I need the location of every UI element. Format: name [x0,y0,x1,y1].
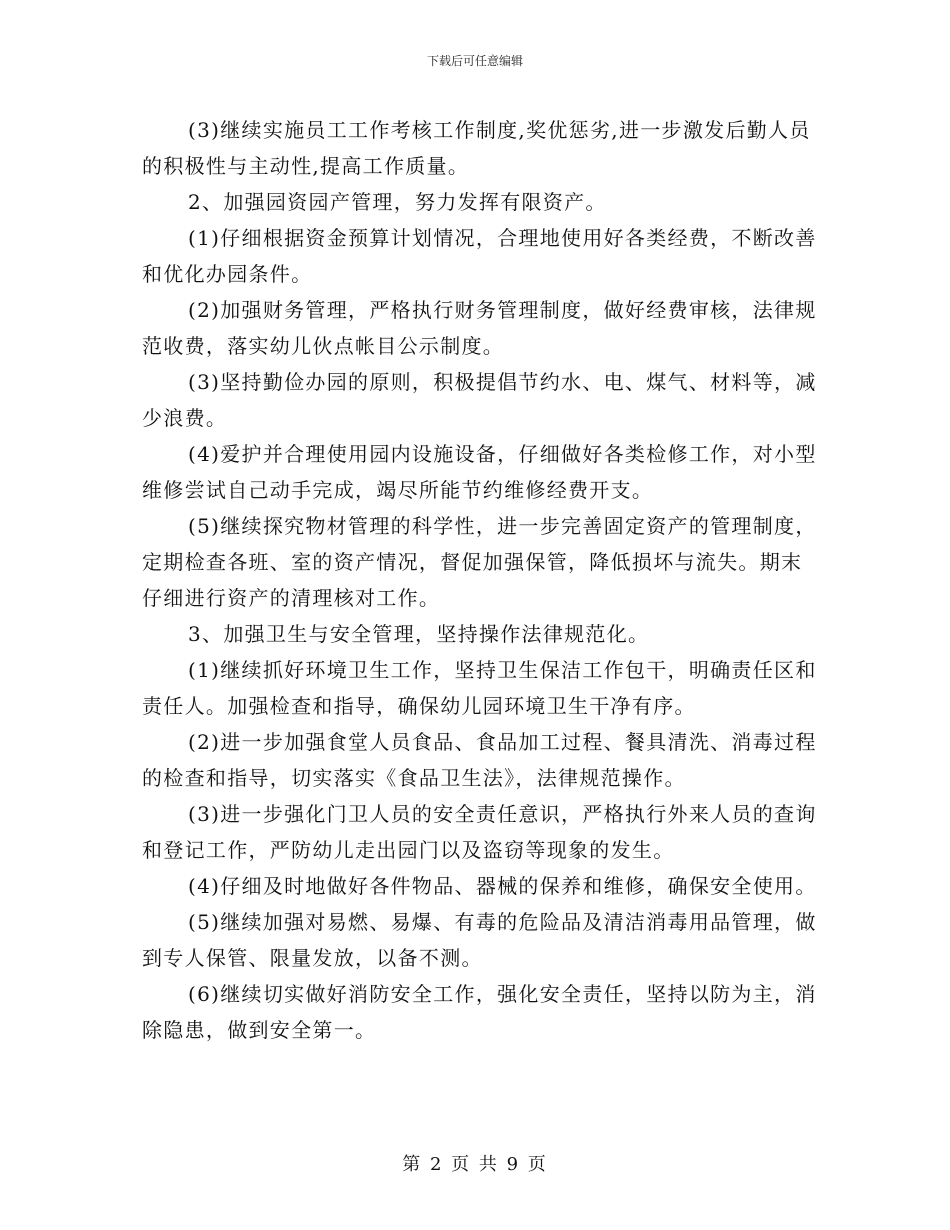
paragraph-2-5: (5)继续探究物材管理的科学性，进一步完善固定资产的管理制度，定期检查各班、室的资产情况，督促加强保管，降低损坏与流失。期末仔细进行资产的清理核对工作。 [142,514,817,610]
page-number-footer: 第 2 页 共 9 页 [402,1154,548,1175]
section-heading-3: 3、加强卫生与安全管理，坚持操作法律规范化。 [188,622,650,646]
paragraph-2-1: (1)仔细根据资金预算计划情况，合理地使用好各类经费，不断改善和优化办园条件。 [142,226,817,286]
paragraph-2-4: (4)爱护并合理使用园内设施设备，仔细做好各类检修工作，对小型维修尝试自己动手完成，竭尽所能节约维修经费开支。 [142,442,817,502]
paragraph-2-2: (2)加强财务管理，严格执行财务管理制度，做好经费审核，法律规范收费，落实幼儿伙点帐目公示制度。 [142,298,817,358]
page-header: 下载后可任意编辑 [426,54,523,68]
paragraph-3-6: (6)继续切实做好消防安全工作，强化安全责任，坚持以防为主，消除隐患，做到安全第一。 [142,982,817,1042]
paragraph-3-3: (3)进一步强化门卫人员的安全责任意识，严格执行外来人员的查询和登记工作，严防幼儿走出园门以及盗窃等现象的发生。 [142,802,817,862]
document-body [142,112,817,1048]
section-heading-2: 2、加强园资园产管理，努力发挥有限资产。 [188,190,607,214]
paragraph-3-4: (4)仔细及时地做好各件物品、器械的保养和维修，确保安全使用。 [188,874,817,898]
paragraph-3-1: (1)继续抓好环境卫生工作，坚持卫生保洁工作包干，明确责任区和责任人。加强检查和指导，确保幼儿园环境卫生干净有序。 [142,658,817,718]
paragraph-2-3: (3)坚持勤俭办园的原则，积极提倡节约水、电、煤气、材料等，减少浪费。 [142,370,817,430]
paragraph-1: (3)继续实施员工工作考核工作制度,奖优惩劣,进一步激发后勤人员的积极性与主动性,提高工作质量。 [142,118,811,178]
paragraph-3-5: (5)继续加强对易燃、易爆、有毒的危险品及清洁消毒用品管理，做到专人保管、限量发放，以备不测。 [142,910,817,970]
paragraph-3-2: (2)进一步加强食堂人员食品、食品加工过程、餐具清洗、消毒过程的检查和指导，切实落实《食品卫生法》，法律规范操作。 [142,730,817,790]
